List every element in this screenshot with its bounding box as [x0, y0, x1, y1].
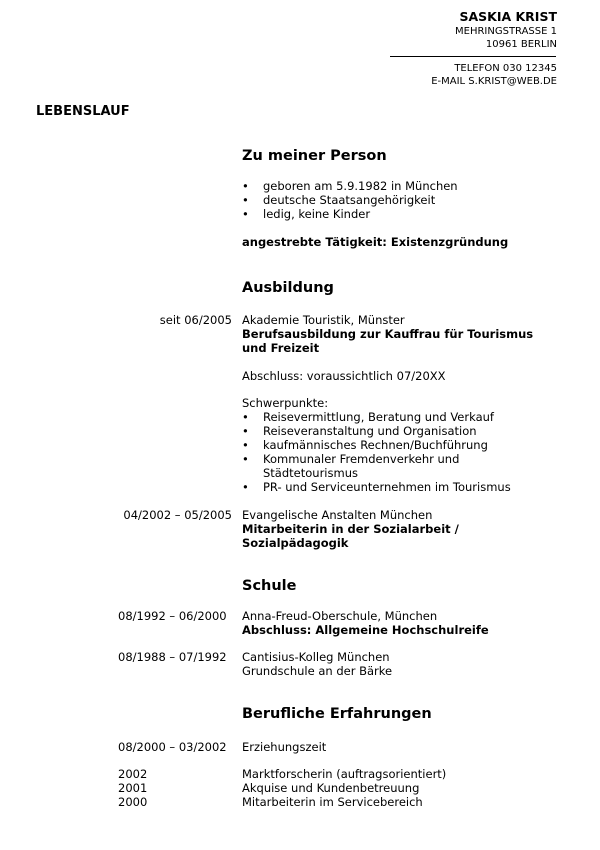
list-item: • deutsche Staatsangehörigkeit — [242, 193, 458, 207]
entry-text: Erziehungszeit — [242, 740, 327, 754]
contact-street: MEHRINGSTRASSE 1 — [455, 26, 557, 37]
list-item: • Reisevermittlung, Beratung und Verkauf — [242, 410, 511, 424]
contact-details — [431, 62, 557, 88]
focus-list — [242, 410, 511, 494]
section-heading-beruf: Berufliche Erfahrungen — [242, 706, 432, 722]
entry-text: Marktforscherin (auftragsorientiert) — [242, 767, 447, 781]
list-item: • kaufmännisches Rechnen/Buchführung — [242, 438, 511, 452]
list-item-text: Kommunaler Fremdenverkehr und — [263, 452, 460, 466]
section-heading-schule: Schule — [242, 578, 297, 594]
list-item: • geboren am 5.9.1982 in München — [242, 179, 458, 193]
entry-abschluss: Abschluss: voraussichtlich 07/20XX — [242, 369, 446, 383]
header-divider — [390, 56, 556, 57]
entry-role-cont: Sozialpädagogik — [242, 536, 349, 550]
contact-phone: TELEFON 030 12345 — [454, 63, 557, 74]
list-item: • ledig, keine Kinder — [242, 207, 458, 221]
entry-school: Cantisius-Kolleg München — [242, 650, 390, 664]
entry-date: 08/1992 – 06/2000 — [118, 609, 227, 623]
entry-date: 2002 — [118, 767, 148, 781]
entry-degree: Berufsausbildung zur Kauffrau für Tourismus — [242, 327, 534, 341]
contact-block — [455, 9, 557, 51]
list-item: • Reiseveranstaltung und Organisation — [242, 424, 511, 438]
contact-email[interactable]: E-MAIL S.KRIST@WEB.DE — [431, 76, 557, 87]
list-item — [242, 452, 511, 480]
entry-degree-cont: und Freizeit — [242, 341, 320, 355]
contact-name: SASKIA KRIST — [459, 9, 557, 24]
entry-result: Abschluss: Allgemeine Hochschulreife — [242, 623, 489, 637]
entry-date: 2001 — [118, 781, 148, 795]
entry-school: Anna-Freud-Oberschule, München — [242, 609, 438, 623]
entry-date: 08/2000 – 03/2002 — [118, 740, 227, 754]
person-list — [242, 179, 458, 221]
entry-org: Akademie Touristik, Münster — [242, 313, 405, 327]
contact-city: 10961 BERLIN — [485, 39, 557, 50]
section-heading-person: Zu meiner Person — [242, 148, 387, 164]
focus-label: Schwerpunkte: — [242, 396, 329, 410]
list-item: • PR- und Serviceunternehmen im Tourismus — [242, 480, 511, 494]
target-job: angestrebte Tätigkeit: Existenzgründung — [242, 235, 509, 249]
entry-org: Evangelische Anstalten München — [242, 508, 433, 522]
entry-text: Mitarbeiterin im Servicebereich — [242, 795, 423, 809]
entry-result: Grundschule an der Bärke — [242, 664, 393, 678]
section-heading-ausbildung: Ausbildung — [242, 280, 334, 296]
entry-date: 2000 — [118, 795, 148, 809]
entry-text: Akquise und Kundenbetreuung — [242, 781, 420, 795]
page-title: LEBENSLAUF — [36, 104, 130, 119]
entry-role: Mitarbeiterin in der Sozialarbeit / — [242, 522, 459, 536]
entry-date: 04/2002 – 05/2005 — [123, 508, 232, 522]
entry-date: seit 06/2005 — [159, 313, 232, 327]
list-item-text-cont: Städtetourismus — [263, 466, 358, 480]
entry-date: 08/1988 – 07/1992 — [118, 650, 227, 664]
